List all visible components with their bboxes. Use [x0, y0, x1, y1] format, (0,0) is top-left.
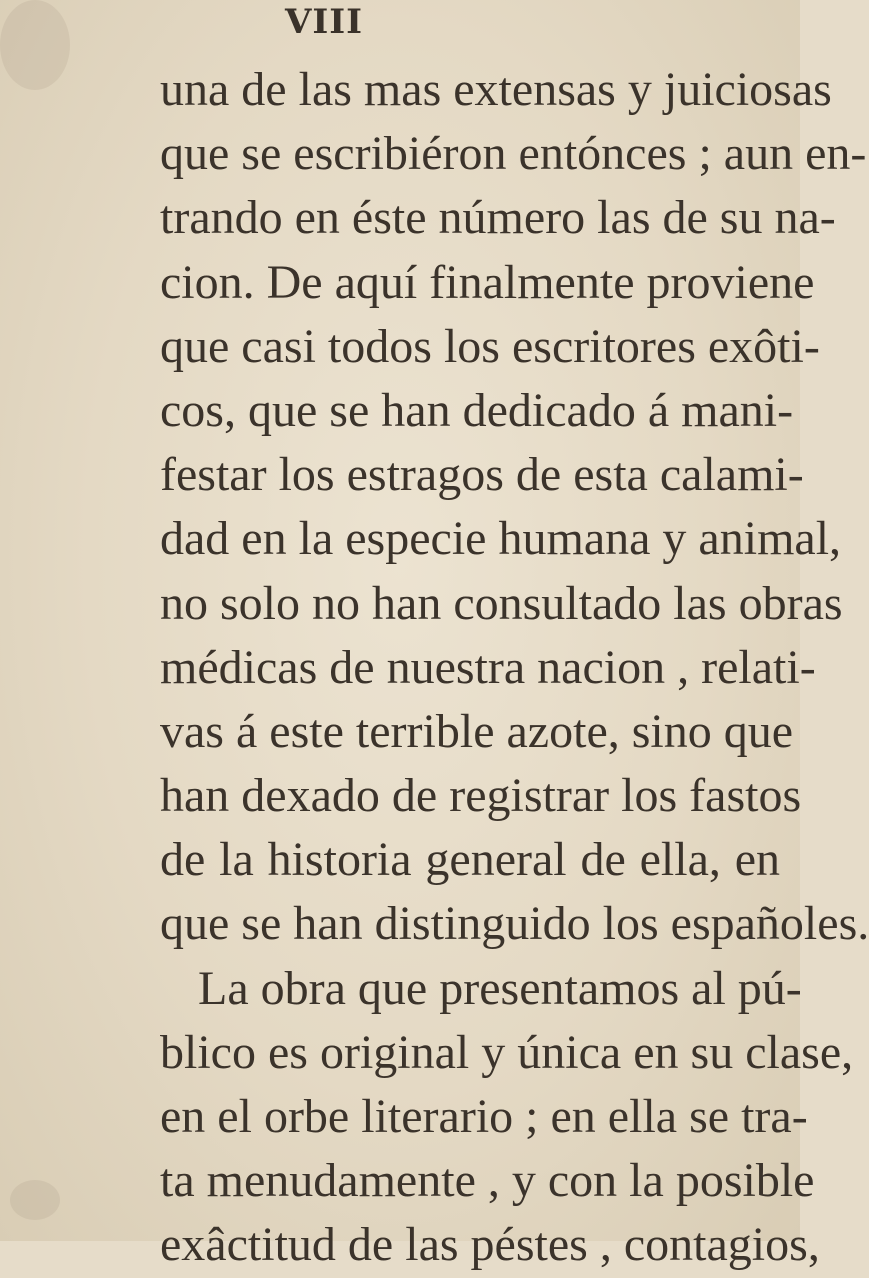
- text-line: una de las mas extensas y juiciosas: [160, 63, 832, 116]
- paragraph-start-line: La obra que presentamos al pú-: [198, 961, 802, 1015]
- paper-stain: [10, 1180, 60, 1220]
- text-line: no solo no han consultado las obras: [160, 576, 843, 630]
- text-line: dad en la especie humana y animal,: [160, 512, 842, 566]
- text-line: han dexado de registrar los fastos: [160, 769, 802, 823]
- text-line: cos, que se han dedicado á mani-: [160, 383, 794, 437]
- text-line: que se escribiéron entónces ; aun en-: [160, 127, 867, 181]
- page-number: VIII: [284, 2, 364, 42]
- text-line: vas á este terrible azote, sino que: [160, 704, 794, 758]
- text-line: blico es original y única en su clase,: [160, 1025, 854, 1079]
- text-line: que casi todos los escritores exôti-: [160, 319, 820, 373]
- text-line: médicas de nuestra nacion , relati-: [160, 640, 816, 694]
- text-line: cion. De aquí finalmente proviene: [160, 255, 815, 309]
- text-line: de la historia general de ella, en: [160, 833, 780, 887]
- text-line: festar los estragos de esta calami-: [160, 448, 804, 502]
- text-line: ta menudamente , y con la posible: [160, 1154, 815, 1208]
- text-line: trando en éste número las de su na-: [160, 191, 836, 245]
- text-line: exâctitud de las péstes , contagios,: [160, 1218, 820, 1272]
- text-line: en el orbe literario ; en ella se tra-: [160, 1090, 808, 1143]
- text-line: que se han distinguido los españoles.: [160, 897, 869, 951]
- body-text: [160, 58, 869, 1278]
